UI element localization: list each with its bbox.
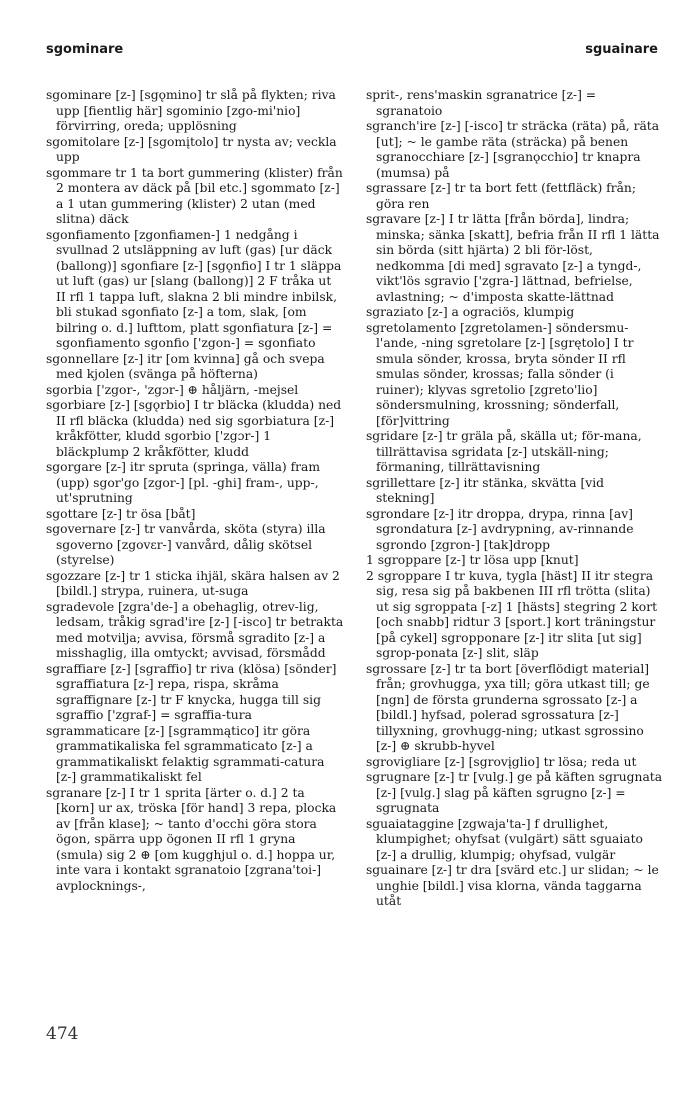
dictionary-entry: sgraffiare [z-] [sgraffio] tr riva (klösa) [sönder] sgraffiatura [z-] repa, rispa, skråma sgraffignare [z-] tr F knycka, hugga till sig sgraffio ['zgraf-] = sgraffia-tura bbox=[46, 661, 337, 722]
dictionary-entry: 2 sgroppare I tr kuva, tygla [häst] II itr stegra sig, resa sig på bakbenen III rfl trötta (slita) ut sig sgroppata [-z] 1 [hästs] stegring 2 kort [och snabb] ridtur 3 [sport.] kort träningstur [på cykel] sgropponare [z-] itr slita [ut sig] sgrop-ponata [z-] slit, släp bbox=[366, 568, 658, 660]
dictionary-entry: sgonfiamento [zgonfiamen-] 1 nedgång i svullnad 2 utsläppning av luft (gas) [ur däck (ballong)] sgonfiare [z-] [sgǫnfio] I tr 1 släppa ut luft (gas) ur [slang (ballong)] 2 F tråka ut II rfl 1 tappa luft, slakna 2 bli mindre inbilsk, bli stukad sgonfiato [z-] a tom, slak, [om bilring o. d.] lufttom, platt sgonfiatura [z-] = sgonfiamento sgonfio ['zgon-] = sgonfiato bbox=[46, 227, 342, 350]
dictionary-entry: sgretolamento [zgretolamen-] söndersmu-l'ande, -ning sgretolare [z-] [sgrętolo] I tr smula sönder, krossa, bryta sönder II rfl smulas sönder, krossas; falla sönder (i ruiner); klyvas sgretolio [zgreto'lio] söndersmulning, krossning; sönderfall, [för]vittring bbox=[366, 320, 634, 428]
dictionary-entry: sgorbia ['zgor-, 'zgɔr-] ⊕ håljärn, -mejsel bbox=[46, 382, 299, 397]
dictionary-entry: sguainare [z-] tr dra [svärd etc.] ur slidan; ~ le unghie [bildl.] visa klorna, vända taggarna utåt bbox=[366, 863, 659, 908]
dictionary-entry: sgorgare [z-] itr spruta (springa, välla) fram (upp) sgor'go [zgor-] [pl. -ghi] fram-, upp-, ut'sprutning bbox=[46, 460, 321, 505]
dictionary-entry: sgozzare [z-] tr 1 sticka ihjäl, skära halsen av 2 [bildl.] strypa, ruinera, ut-suga bbox=[46, 568, 340, 598]
page-number: 474 bbox=[46, 1024, 79, 1044]
dictionary-entry: sprit-, rens'maskin sgranatrice [z-] = sgranatoio bbox=[366, 88, 597, 118]
dictionary-entry: sgomitolare [z-] [sgomįtolo] tr nysta av; veckla upp bbox=[46, 134, 337, 164]
dictionary-entry: sgrassare [z-] tr ta bort fett (fettfläck) från; göra ren bbox=[366, 181, 636, 211]
dictionary-entry: sgridare [z-] tr gräla på, skälla ut; för-mana, tillrättavisa sgridata [z-] utskäll-ning; förmaning, tillrättavisning bbox=[366, 429, 642, 474]
dictionary-entry: sgradevole [zgra'de-] a obehaglig, otrev-lig, ledsam, tråkig sgrad'ire [z-] [-isco] tr betrakta med motvilja; avvisa, försmå sgradito [z-] a misshaglig, illa omtyckt; avvisad, försmådd bbox=[46, 599, 344, 660]
dictionary-entry: sgrammaticare [z-] [sgrammątico] itr göra grammatikaliska fel sgrammaticato [z-] a grammatikaliskt felaktig sgrammati-catura [z-] grammatikaliskt fel bbox=[46, 723, 325, 784]
dictionary-entry: sgranch'ire [z-] [-isco] tr sträcka (räta) på, räta [ut]; ~ le gambe räta (sträcka) på benen sgranocchiare [z-] [sgranǫcchio] tr knapra (mumsa) på bbox=[366, 119, 660, 180]
dictionary-entry: 1 sgroppare [z-] tr lösa upp [knut] bbox=[366, 553, 579, 567]
dictionary-entry: sgovernare [z-] tr vanvårda, sköta (styra) illa sgoverno [zgovɛr-] vanvård, dålig skötsel (styrelse) bbox=[46, 522, 326, 567]
dictionary-entry: sgonnellare [z-] itr [om kvinna] gå och svepa med kjolen (svänga på höfterna) bbox=[46, 351, 325, 381]
right-guide-word: sguainare bbox=[585, 42, 658, 57]
dictionary-entry: sgrugnare [z-] tr [vulg.] ge på käften sgrugnata [z-] [vulg.] slag på käften sgrugno [z-] = sgrugnata bbox=[366, 770, 663, 815]
left-guide-word: sgominare bbox=[46, 42, 124, 57]
dictionary-entry: sgominare [z-] [sgǫmino] tr slå på flykten; riva upp [fientlig här] sgominio [zgo-mi'nio] förvirring, oreda; upplösning bbox=[46, 88, 336, 133]
right-column bbox=[366, 88, 664, 910]
dictionary-entry: sgorbiare [z-] [sgǫrbio] I tr bläcka (kludda) ned II rfl bläcka (kludda) ned sig sgorbiatura [z-] kråkfötter, kludd sgorbio ['zgɔr-] 1 bläckplump 2 kråkfötter, kludd bbox=[46, 398, 342, 459]
left-column bbox=[46, 88, 344, 894]
dictionary-entry: sgravare [z-] I tr lätta [från börda], lindra; minska; sänka [skatt], befria från II rfl 1 lätta sin börda (sitt hjärta) 2 bli för-löst, nedkomma [di med] sgravato [z-] a tyngd-, vikt'lös sgravio ['zgra-] lättnad, befrielse, avlastning; ~ d'imposta skatte-lättnad bbox=[366, 212, 660, 304]
running-header bbox=[46, 42, 658, 62]
dictionary-entry: sgraziato [z-] a ograciös, klumpig bbox=[366, 305, 575, 319]
dictionary-entry: sgrossare [z-] tr ta bort [överflödigt material] från; grovhugga, yxa till; göra utkast till; ge [ngn] de första grunderna sgrossato [z-] a [bildl.] hyfsad, polerad sgrossatura [z-] tillyxning, grovhugg-ning; utkast sgrossino [z-] ⊕ skrubb-hyvel bbox=[366, 661, 650, 753]
dictionary-entry: sgrovigliare [z-] [sgrovįglio] tr lösa; reda ut bbox=[366, 754, 637, 769]
dictionary-entry: sgottare [z-] tr ösa [båt] bbox=[46, 506, 196, 521]
dictionary-entry: sgranare [z-] I tr 1 sprita [ärter o. d.] 2 ta [korn] ur ax, tröska [för hand] 3 repa, plocka av [från klase]; ~ tanto d'occhi göra stora ögon, spärra upp ögonen II rfl 1 gryna (smula) sig 2 ⊕ [om kugghjul o. d.] hoppa ur, inte vara i kontakt sgranatoio [zgrana'toi-] avplocknings-, bbox=[46, 785, 337, 893]
dictionary-entry: sguaiataggine [zgwaja'ta-] f drullighet, klumpighet; ohyfsat (vulgärt) sätt sguaiato [z-] a drullig, klumpig; ohyfsad, vulgär bbox=[366, 816, 643, 862]
dictionary-entry: sgrillettare [z-] itr stänka, skvätta [vid stekning] bbox=[366, 475, 605, 505]
dictionary-entry: sgrondare [z-] itr droppa, drypa, rinna [av] sgrondatura [z-] avdrypning, av-rinnande sgrondo [zgron-] [tak]dropp bbox=[366, 506, 634, 552]
dictionary-entry: sgommare tr 1 ta bort gummering (klister) från 2 montera av däck på [bil etc.] sgommato [z-] a 1 utan gummering (klister) 2 utan (med slitna) däck bbox=[46, 165, 343, 226]
